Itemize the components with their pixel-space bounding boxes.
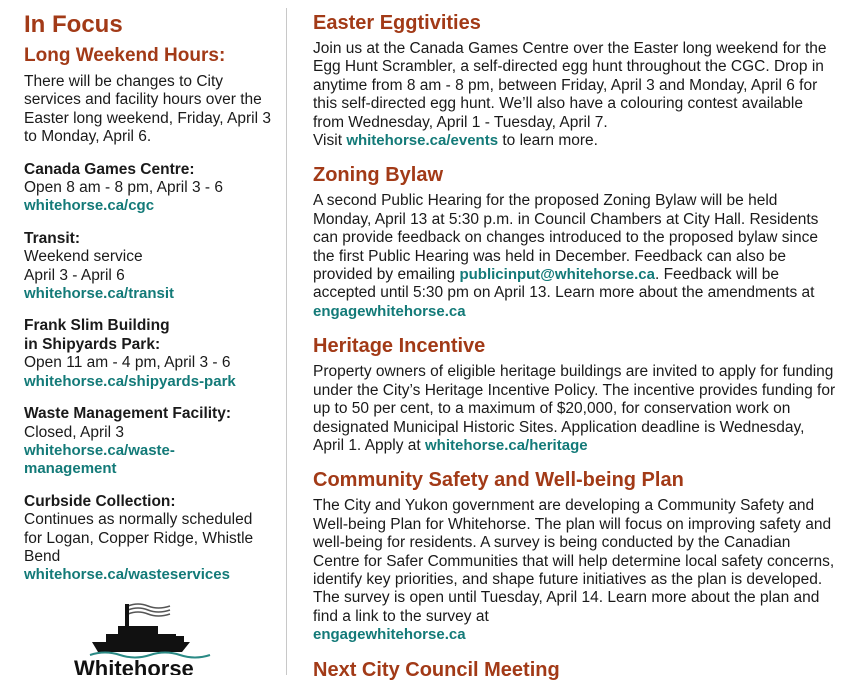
article-title: Next City Council Meeting — [313, 658, 560, 681]
shipyards-link[interactable]: whitehorse.ca/shipyards-park — [24, 372, 236, 390]
article-title: Community Safety and Well-being Plan — [313, 469, 684, 492]
block-label: Frank Slim Building — [24, 317, 170, 335]
article-body: A second Public Hearing for the proposed Zoning Bylaw will be held Monday, April 13 at 5:30 p.m. in Council Chambers at City Hall. Residents can provide feedback on changes introduced to the proposed bylaw since the first Public Hearing was held in December. Feedback can also be provided by emailing publicinput@whitehorse.ca. Feedback will be accepted until 5:30 pm on April 13. Learn more about the amendments at engagewhitehorse.ca — [313, 192, 819, 320]
article-safety — [313, 467, 838, 644]
logo-hull — [92, 642, 190, 652]
column-divider — [286, 8, 287, 675]
wasteservices-link[interactable]: whitehorse.ca/wasteservices — [24, 566, 230, 584]
engage-link[interactable]: engagewhitehorse.ca — [313, 626, 466, 644]
block-text: Continues as normally scheduled — [24, 511, 253, 529]
block-label: Waste Management Facility: — [24, 405, 232, 423]
block-text: for Logan, Copper Ridge, Whistle — [24, 529, 254, 547]
block-text: Open 11 am - 4 pm, April 3 - 6 — [24, 354, 231, 372]
cgc-link[interactable]: whitehorse.ca/cgc — [24, 197, 155, 215]
logo-cabin — [106, 634, 176, 642]
logo-wordmark: Whitehorse — [74, 656, 194, 675]
article-body: The City and Yukon government are developing a Community Safety and Well-being Plan for Whitehorse. The plan will focus on improving safety and well-being for residents. A survey is being conducted by the Canadian Centre for Safer Communities that will help determine local safety concerns, identify key priorities, and shape future initiatives as the plan is developed. The survey is open until Tuesday, April 14. Learn more about the plan and find a link to the survey at engagewhitehorse.ca — [313, 497, 835, 644]
waste-link[interactable]: whitehorse.ca/waste- — [24, 441, 175, 459]
block-text: Weekend service — [24, 248, 143, 266]
logo-smoke — [128, 604, 170, 616]
block-text: Bend — [24, 547, 61, 565]
sidebar-title: In Focus — [24, 11, 123, 38]
heritage-link[interactable]: whitehorse.ca/heritage — [425, 436, 588, 454]
block-label: Transit: — [24, 229, 80, 247]
sidebar — [24, 10, 274, 585]
article-title: Heritage Incentive — [313, 335, 486, 358]
block-text: Closed, April 3 — [24, 423, 124, 441]
info-block-cgc — [24, 161, 274, 216]
block-label: in Shipyards Park: — [24, 335, 161, 353]
events-link[interactable]: whitehorse.ca/events — [346, 132, 499, 150]
block-label: Canada Games Centre: — [24, 160, 195, 178]
article-zoning — [313, 162, 838, 321]
main-column — [313, 10, 838, 695]
info-block-shipyards — [24, 317, 274, 391]
info-block-curbside — [24, 493, 274, 585]
article-body: Property owners of eligible heritage buildings are invited to apply for funding under the City’s Heritage Incentive Policy. The incentive provides funding for up to 50 per cent, to a maximum of $20,000, for conservation work on designated Municipal Historic Sites. Application deadline is Wednesday, April 1. Apply at whitehorse.ca/heritage — [313, 363, 836, 454]
block-label: Curbside Collection: — [24, 492, 176, 510]
block-text: April 3 - April 6 — [24, 266, 125, 284]
sidebar-subtitle: Long Weekend Hours: — [24, 45, 226, 66]
whitehorse-logo — [70, 600, 220, 675]
article-body: Join us at the Canada Games Centre over the Easter long weekend for the Egg Hunt Scrambler, a self-directed egg hunt throughout the CGC. Drop in anytime from 8 am - 8 pm, between Friday, April 3 and Monday, April 6 for this self-directed egg hunt. We’ll also have a colouring contest available from Wednesday, April 1 - Tuesday, April 7. Visit whitehorse.ca/events to learn more. — [313, 40, 827, 150]
info-block-transit — [24, 230, 274, 304]
article-title: Easter Eggtivities — [313, 12, 481, 34]
transit-link[interactable]: whitehorse.ca/transit — [24, 285, 175, 303]
waste-link-cont[interactable]: management — [24, 460, 117, 478]
info-block-waste — [24, 405, 274, 479]
article-title: Zoning Bylaw — [313, 164, 443, 187]
email-link[interactable]: publicinput@whitehorse.ca — [459, 266, 655, 284]
engage-link[interactable]: engagewhitehorse.ca — [313, 302, 466, 320]
article-heritage — [313, 333, 838, 455]
logo-cabin-top — [118, 626, 158, 634]
article-easter — [313, 10, 838, 150]
sidebar-intro: There will be changes to City services and facility hours over the Easter long weekend, Friday, April 3 to Monday, April 6. — [24, 73, 271, 146]
block-text: Open 8 am - 8 pm, April 3 - 6 — [24, 179, 224, 197]
article-council — [313, 657, 838, 683]
